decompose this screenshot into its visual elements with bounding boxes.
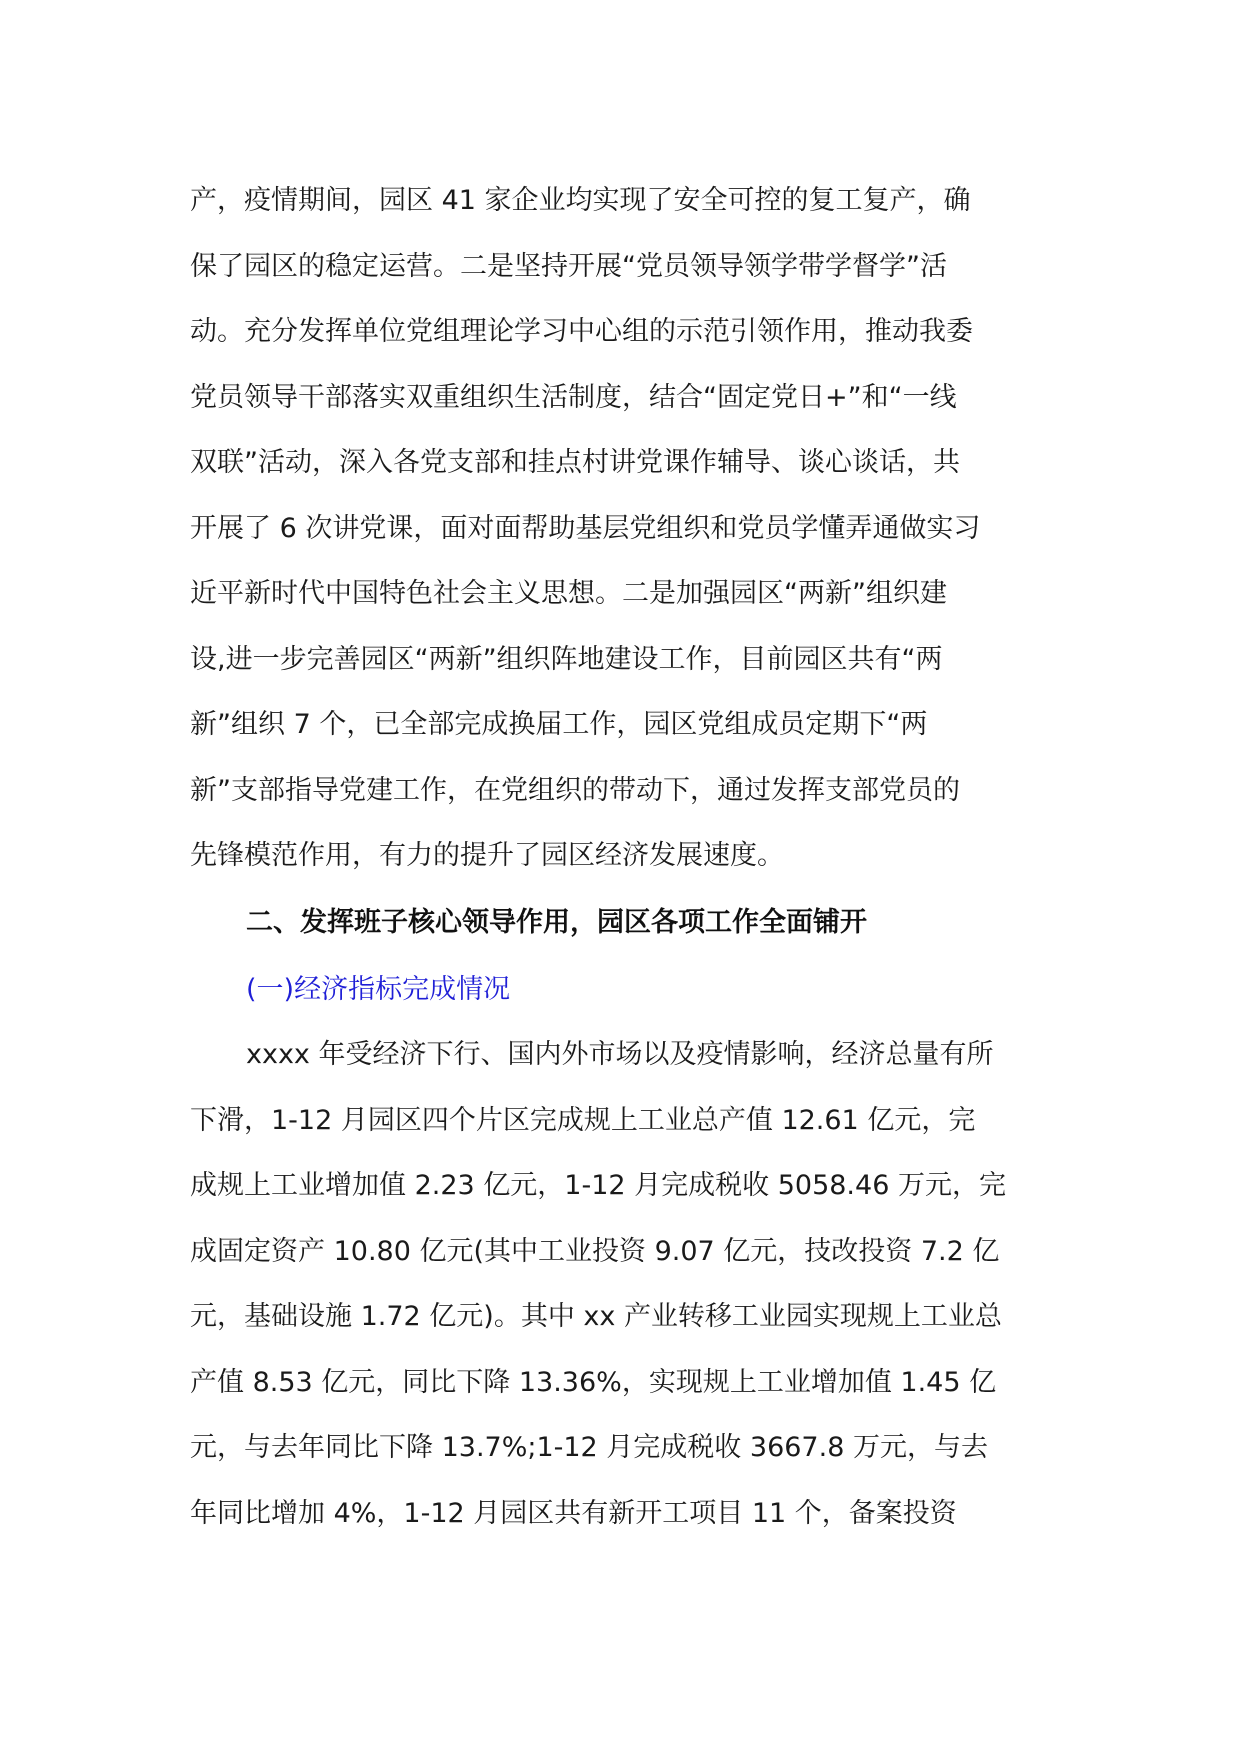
text-line: 年同比增加 4%，1-12 月园区共有新开工项目 11 个，备案投资 [190,1497,957,1529]
text-line: 新”支部指导党建工作，在党组织的带动下，通过发挥支部党员的 [190,774,960,806]
text-line: 元，基础设施 1.72 亿元)。其中 xx 产业转移工业园实现规上工业总 [190,1301,1002,1332]
section-heading: 二、发挥班子核心领导作用，园区各项工作全面铺开 [246,906,867,938]
document-body [190,168,1070,1546]
text-line: 下滑，1-12 月园区四个片区完成规上工业总产值 12.61 亿元，完 [190,1104,976,1136]
paragraph-economic-indicators [190,1022,1070,1546]
text-line: 开展了 6 次讲党课，面对面帮助基层党组织和党员学懂弄通做实习 [190,512,981,544]
text-line: 党员领导干部落实双重组织生活制度，结合“固定党日+”和“一线 [190,381,957,413]
text-line: 先锋模范作用，有力的提升了园区经济发展速度。 [190,840,784,871]
text-line: 成固定资产 10.80 亿元(其中工业投资 9.07 亿元，技改投资 7.2 亿 [190,1235,1000,1267]
text-line: 成规上工业增加值 2.23 亿元，1-12 月完成税收 5058.46 万元，完 [190,1170,1006,1201]
text-line: 动。充分发挥单位党组理论学习中心组的示范引领作用，推动我委 [190,316,973,347]
text-line: 设,进一步完善园区“两新”组织阵地建设工作，目前园区共有“两 [190,643,943,675]
subsection-heading: (一)经济指标完成情况 [246,973,511,1005]
paragraph-party-building [190,168,1070,889]
text-line: 产值 8.53 亿元，同比下降 13.36%，实现规上工业增加值 1.45 亿 [190,1366,997,1398]
text-line: 保了园区的稳定运营。二是坚持开展“党员领导领学带学督学”活 [190,250,947,282]
text-line: xxxx 年受经济下行、国内外市场以及疫情影响，经济总量有所 [246,1039,994,1070]
text-line: 双联”活动，深入各党支部和挂点村讲党课作辅导、谈心谈话，共 [190,447,960,478]
text-line: 近平新时代中国特色社会主义思想。二是加强园区“两新”组织建 [190,578,947,609]
text-line: 产，疫情期间，园区 41 家企业均实现了安全可控的复工复产，确 [190,185,971,216]
text-line: 新”组织 7 个，已全部完成换届工作，园区党组成员定期下“两 [190,709,928,740]
text-line: 元，与去年同比下降 13.7%;1-12 月完成税收 3667.8 万元，与去 [190,1432,988,1463]
